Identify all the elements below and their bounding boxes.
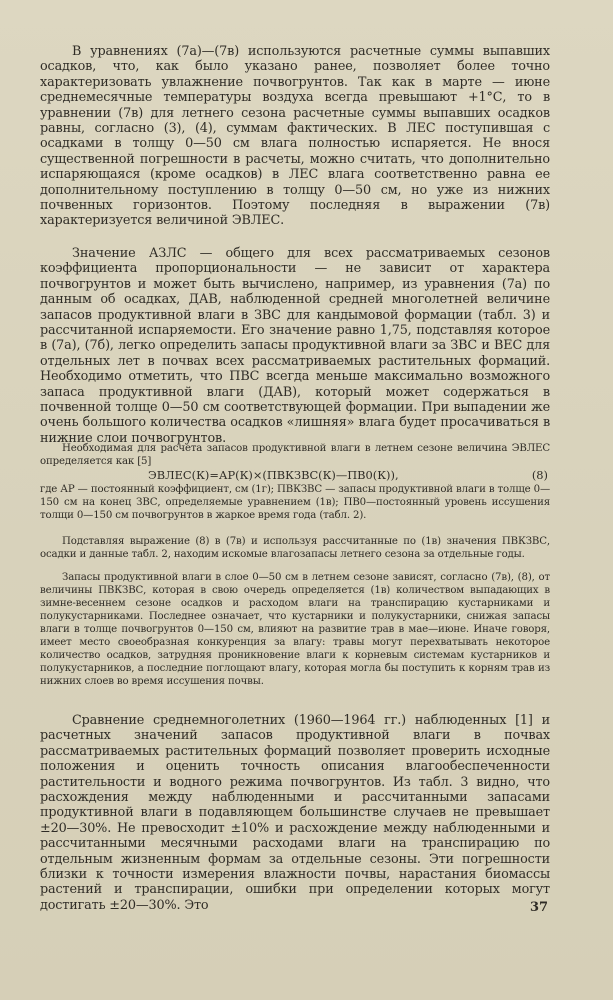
formula-number: (8)	[531, 468, 548, 482]
paragraph-azls-coefficient: Значение АЗЛС — общего для всех рассматриваемых сезонов коэффициента пропорциональности — не зависит от характера почвогрунтов и может быть вычислено, например, из уравнения (7а) по данным об осадках, ДАВ, наблюденной средней многолетней величине запасов продуктивной влаги в ЗВС для кандымовой формации (табл. 3) и рассчитанной испаряемости. Его значение равно 1,75, подставляя которое в (7а), (7б), легко определить запасы продуктивной влаги за ЗВС и ВЕС для отдельных лет в почвах всех рассматриваемых растительных формаций. Необходимо отметить, что ПВС всегда меньше максимально возможного запаса продуктивной влаги (ДАВ), который может содержаться в почвенной толще 0—50 см соответствующей формации. При выпадении же очень большого количества осадков «лишняя» влага будет просачиваться в нижние слои почвогрунтов.	[40, 246, 550, 446]
formula-expression: ЭВЛЕС(К)=АР(К)×(ПВКЗВС(К)—ПВ0(К)),	[148, 468, 399, 482]
page-number: 37	[530, 900, 549, 915]
note-formula-legend: где АР — постоянный коэффициент, см (1г); ПВКЗВС — запасы продуктивной влаги в толще 0—150 см на конец ЗВС, определяемые уравнением (1в); ПВ0—постоянный уровень иссушения толщи 0—150 см почвогрунтов в жаркое время года (табл. 2).	[40, 484, 550, 521]
paragraph-equations-7a-7v: В уравнениях (7а)—(7в) используются расчетные суммы выпавших осадков, что, как было указано ранее, позволяет более точно характеризовать увлажнение почвогрунтов. Так как в марте — июне среднемесячные температуры воздуха всегда превышают +1°С, то в уравнении (7в) для летнего сезона расчетные суммы выпавших осадков равны, согласно (3), (4), суммам фактических. В ЛЕС поступившая с осадками в толщу 0—50 см влага полностью испаряется. Не внося существенной погрешности в расчеты, можно считать, что дополнительно испаряющаяся (кроме осадков) в ЛЕС влага соответственно равна ее дополнительному поступлению в толщу 0—50 см, но уже из нижних почвенных горизонтов. Поэтому последняя в выражении (7в) характеризуется величиной ЭВЛЕС.	[40, 44, 550, 229]
note-moisture-competition: Запасы продуктивной влаги в слое 0—50 см в летнем сезоне зависят, согласно (7в), (8), от величины ПВКЗВС, которая в свою очередь определяется (1в) количеством выпадающих в зимне-весеннем сезоне осадков и расходом влаги на транспирацию кустарниками и полукустарниками. Последнее означает, что кустарники и полукустарники, снижая запасы влаги в толще почвогрунтов 0—150 см, влияют на развитие трав в мае—июне. Иначе говоря, имеет место своеобразная конкуренция за влагу: травы могут перехватывать некоторое количество осадков, затрудняя проникновение влаги к корневым системам кустарников и полукустарников, а последние поглощают влагу, которая могла бы поступить к корням трав из нижних слоев во время иссушения почвы.	[40, 572, 550, 687]
paragraph-comparison: Сравнение среднемноголетних (1960—1964 гг.) наблюденных [1] и расчетных значений запасов продуктивной влаги в почвах рассматриваемых растительных формаций позволяет проверить исходные положения и оценить точность описания влагообеспеченности растительности и водного режима почвогрунтов. Из табл. 3 видно, что расхождения между наблюденными и рассчитанными запасами продуктивной влаги в подавляющем большинстве случаев не превышает ±20—30%. Не превосходит ±10% и расхождение между наблюденными и рассчитанными месячными расходами влаги на транспирацию по отдельным жизненным формам за отдельные сезоны. Эти погрешности близки к точности измерения влажности почвы, нарастания биомассы растений и транспирации, ошибки при определении которых могут достигать ±20—30%. Это	[40, 713, 550, 913]
note-substitution: Подставляя выражение (8) в (7в) и используя рассчитанные по (1в) значения ПВКЗВС, осадки и данные табл. 2, находим искомые влагозапасы летнего сезона за отдельные годы.	[40, 536, 550, 560]
note-evles-definition: Необходимая для расчета запасов продуктивной влаги в летнем сезоне величина ЭВЛЕС определяется как [5]	[40, 443, 550, 467]
